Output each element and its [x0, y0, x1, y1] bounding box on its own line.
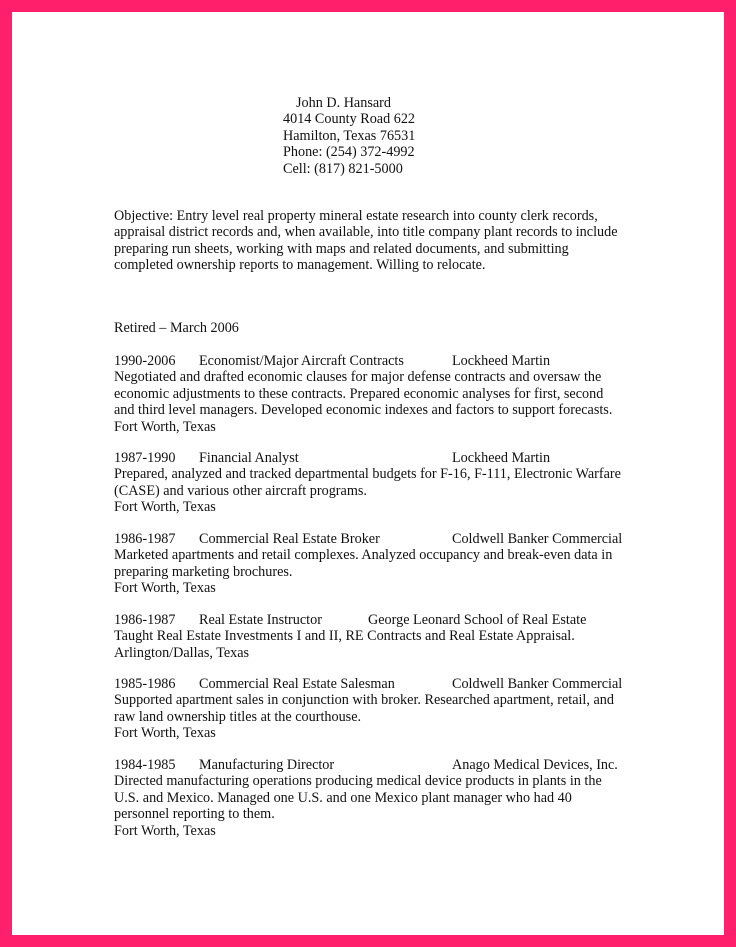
entry-description-line: raw land ownership titles at the courthouse. — [114, 708, 362, 725]
applicant-name: John D. Hansard — [296, 95, 391, 111]
entry-header — [114, 612, 674, 628]
entry-description-line: U.S. and Mexico. Managed one U.S. and one Mexico plant manager who had 40 — [114, 789, 572, 806]
entry-years: 1986-1987 — [114, 612, 176, 628]
entry-location: Fort Worth, Texas — [114, 418, 216, 435]
entry-title: Manufacturing Director — [199, 757, 335, 773]
retired-note: Retired – March 2006 — [114, 320, 239, 336]
entry-company: George Leonard School of Real Estate — [368, 612, 587, 628]
objective-line: preparing run sheets, working with maps and related documents, and submitting — [114, 240, 569, 257]
entry-description-line: Marketed apartments and retail complexes. Analyzed occupancy and break-even data in — [114, 547, 613, 564]
phone-number: Phone: (254) 372-4992 — [283, 144, 415, 161]
experience-entry — [114, 676, 674, 742]
city-state-zip: Hamilton, Texas 76531 — [283, 127, 416, 144]
street-address: 4014 County Road 622 — [283, 111, 416, 128]
experience-entry — [114, 450, 674, 516]
experience-entry — [114, 353, 674, 435]
entry-location: Fort Worth, Texas — [114, 580, 216, 597]
entry-description-line: and third level managers. Developed economic indexes and factors to support forecasts. — [114, 402, 613, 419]
entry-header — [114, 353, 674, 369]
entry-header — [114, 450, 674, 466]
entry-years: 1987-1990 — [114, 450, 176, 466]
objective-line: completed ownership reports to management. Willing to relocate. — [114, 257, 486, 274]
entry-years: 1984-1985 — [114, 757, 176, 773]
entry-description-line: Prepared, analyzed and tracked departmental budgets for F-16, F-111, Electronic Warfare — [114, 466, 621, 483]
entry-years: 1986-1987 — [114, 531, 176, 547]
objective-line: Objective: Entry level real property mineral estate research into county clerk records, — [114, 208, 598, 224]
entry-title: Commercial Real Estate Broker — [199, 531, 380, 547]
entry-location: Arlington/Dallas, Texas — [114, 644, 250, 661]
entry-description-line: economic adjustments to these contracts. Prepared economic analyses for first, second — [114, 385, 604, 402]
entry-description-line: Negotiated and drafted economic clauses for major defense contracts and oversaw the — [114, 369, 602, 386]
entry-header — [114, 531, 674, 547]
entry-company: Coldwell Banker Commercial — [452, 676, 623, 692]
entry-years: 1985-1986 — [114, 676, 176, 692]
entry-company: Lockheed Martin — [452, 450, 551, 466]
entry-header — [114, 757, 674, 773]
experience-entry — [114, 531, 674, 597]
entry-company: Lockheed Martin — [452, 353, 551, 369]
experience-entry — [114, 757, 674, 839]
entry-description-line: (CASE) and various other aircraft programs. — [114, 482, 367, 499]
entry-company: Coldwell Banker Commercial — [452, 531, 623, 547]
entry-title: Commercial Real Estate Salesman — [199, 676, 395, 692]
objective-section — [114, 208, 634, 274]
entry-title: Financial Analyst — [199, 450, 299, 466]
entry-location: Fort Worth, Texas — [114, 822, 216, 839]
entry-title: Real Estate Instructor — [199, 612, 322, 628]
entry-company: Anago Medical Devices, Inc. — [452, 757, 618, 773]
entry-title: Economist/Major Aircraft Contracts — [199, 353, 404, 369]
contact-header — [283, 95, 583, 177]
entry-description-line: Taught Real Estate Investments I and II, RE Contracts and Real Estate Appraisal. — [114, 628, 575, 645]
objective-line: appraisal district records and, when available, into title company plant records to include — [114, 224, 618, 241]
entry-location: Fort Worth, Texas — [114, 499, 216, 516]
entry-description-line: personnel reporting to them. — [114, 806, 275, 823]
cell-number: Cell: (817) 821-5000 — [283, 160, 403, 177]
resume-page — [12, 12, 724, 935]
entry-description-line: Supported apartment sales in conjunction with broker. Researched apartment, retail, and — [114, 692, 614, 709]
experience-entry — [114, 612, 674, 661]
entry-description-line: Directed manufacturing operations producing medical device products in plants in the — [114, 773, 602, 790]
entry-years: 1990-2006 — [114, 353, 176, 369]
entry-description-line: preparing marketing brochures. — [114, 563, 293, 580]
entry-header — [114, 676, 674, 692]
entry-location: Fort Worth, Texas — [114, 725, 216, 742]
